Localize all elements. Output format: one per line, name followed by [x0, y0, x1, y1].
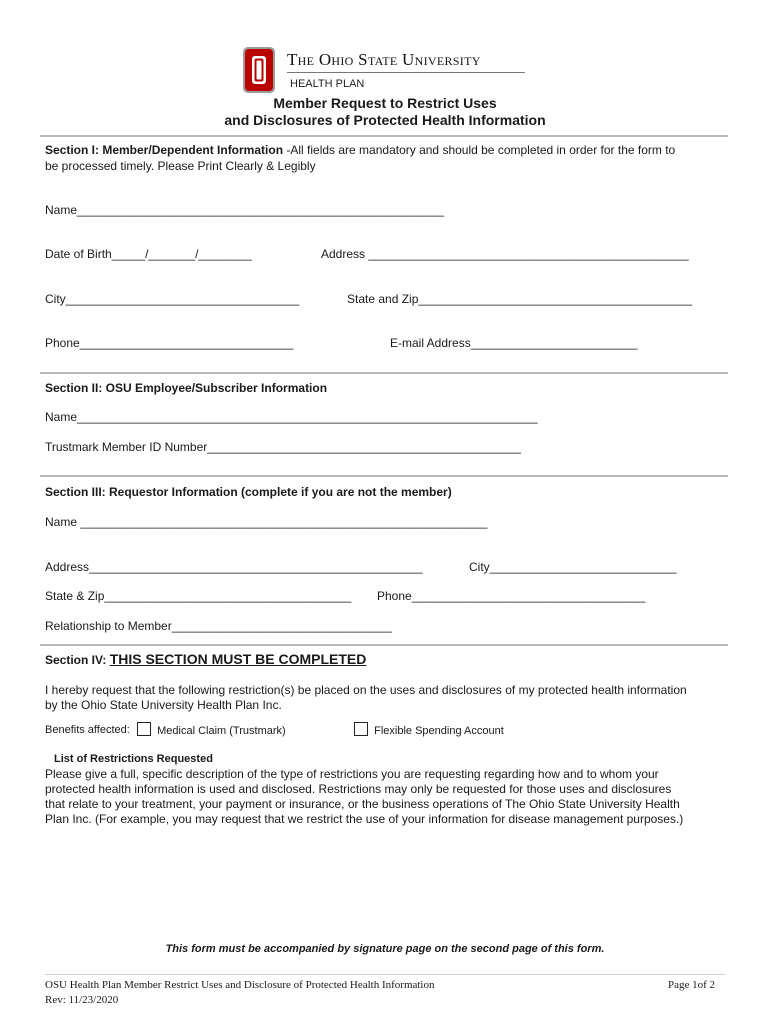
section1-intro-line2: be processed timely. Please Print Clearly & Legibly	[45, 159, 316, 173]
header-divider	[287, 72, 525, 73]
footer-page-number: Page 1of 2	[668, 979, 716, 991]
section2-heading: Section II: OSU Employee/Subscriber Information	[45, 381, 328, 395]
request-text-line2: by the Ohio State University Health Plan Inc.	[45, 698, 282, 712]
restrictions-desc-line4: Plan Inc. (For example, you may request that we restrict the use of your information for disease management purposes.)	[45, 812, 684, 826]
restrictions-entry-area[interactable]	[45, 832, 725, 932]
footer-doc-name: OSU Health Plan Member Restrict Uses and Disclosure of Protected Health Information	[45, 979, 435, 991]
restrictions-desc-line1: Please give a full, specific description of the type of restrictions you are requesting regarding how and to whom your	[45, 767, 659, 781]
subscriber-name-field[interactable]: Name_____________________________________________________________________	[45, 410, 538, 424]
section1-intro-text: -All fields are mandatory and should be completed in order for the form to	[283, 143, 676, 157]
section1-heading: Section I: Member/Dependent Information	[45, 143, 284, 157]
divider	[40, 372, 728, 374]
section4-emphasis: THIS SECTION MUST BE COMPLETED	[109, 651, 367, 667]
benefits-label: Benefits affected:	[45, 724, 130, 736]
divider	[40, 644, 728, 646]
benefits-row	[45, 724, 130, 736]
restrictions-heading: List of Restrictions Requested	[54, 753, 213, 765]
medical-claim-label: Medical Claim (Trustmark)	[157, 725, 286, 737]
requestor-phone-field[interactable]: Phone___________________________________	[377, 589, 646, 603]
fsa-label: Flexible Spending Account	[374, 725, 504, 737]
restrictions-desc-line3: that relate to your treatment, your payment or insurance, or the business operations of The Ohio State University Health	[45, 797, 680, 811]
requestor-address-field[interactable]: Address__________________________________________________	[45, 560, 423, 574]
divider	[40, 135, 728, 137]
section3-heading: Section III: Requestor Information (complete if you are not the member)	[45, 485, 452, 499]
trustmark-id-field[interactable]: Trustmark Member ID Number_______________________________________________	[45, 440, 521, 454]
requestor-name-field[interactable]: Name _____________________________________________________________	[45, 515, 488, 529]
member-city-field[interactable]: City___________________________________	[45, 292, 300, 306]
university-name: The Ohio State University	[287, 50, 481, 69]
section4-label: Section IV:	[45, 653, 110, 667]
signature-page-note: This form must be accompanied by signature page on the second page of this form.	[165, 943, 605, 955]
member-address-field[interactable]: Address ________________________________________________	[321, 247, 689, 261]
section1-intro	[45, 143, 675, 157]
fsa-option[interactable]	[354, 722, 504, 737]
member-dob-field[interactable]: Date of Birth_____/_______/________	[45, 247, 252, 261]
member-phone-field[interactable]: Phone________________________________	[45, 336, 294, 350]
form-title-line2: and Disclosures of Protected Health Information	[224, 112, 546, 128]
request-text-line1: I hereby request that the following restriction(s) be placed on the uses and disclosures of my protected health information	[45, 683, 687, 697]
divider	[40, 475, 728, 477]
footer-revision: Rev: 11/23/2020	[45, 994, 119, 1006]
requestor-city-field[interactable]: City____________________________	[469, 560, 677, 574]
form-title-line1: Member Request to Restrict Uses	[273, 95, 497, 111]
relationship-field[interactable]: Relationship to Member_________________________________	[45, 619, 392, 633]
section4-heading	[45, 651, 366, 667]
checkbox-icon[interactable]	[354, 722, 368, 736]
checkbox-icon[interactable]	[137, 722, 151, 736]
member-email-field[interactable]: E-mail Address_________________________	[390, 336, 638, 350]
plan-name: HEALTH PLAN	[290, 78, 365, 90]
restrictions-desc-line2: protected health information is used and disclosed. Restrictions may only be requested for those uses and disclosures	[45, 782, 672, 796]
member-name-field[interactable]: Name_______________________________________________________	[45, 203, 445, 217]
block-o-logo-icon	[243, 47, 275, 93]
requestor-state-zip-field[interactable]: State & Zip_____________________________________	[45, 589, 352, 603]
member-state-zip-field[interactable]: State and Zip_________________________________________	[347, 292, 693, 306]
footer-rule	[45, 974, 725, 975]
medical-claim-option[interactable]	[137, 722, 286, 737]
